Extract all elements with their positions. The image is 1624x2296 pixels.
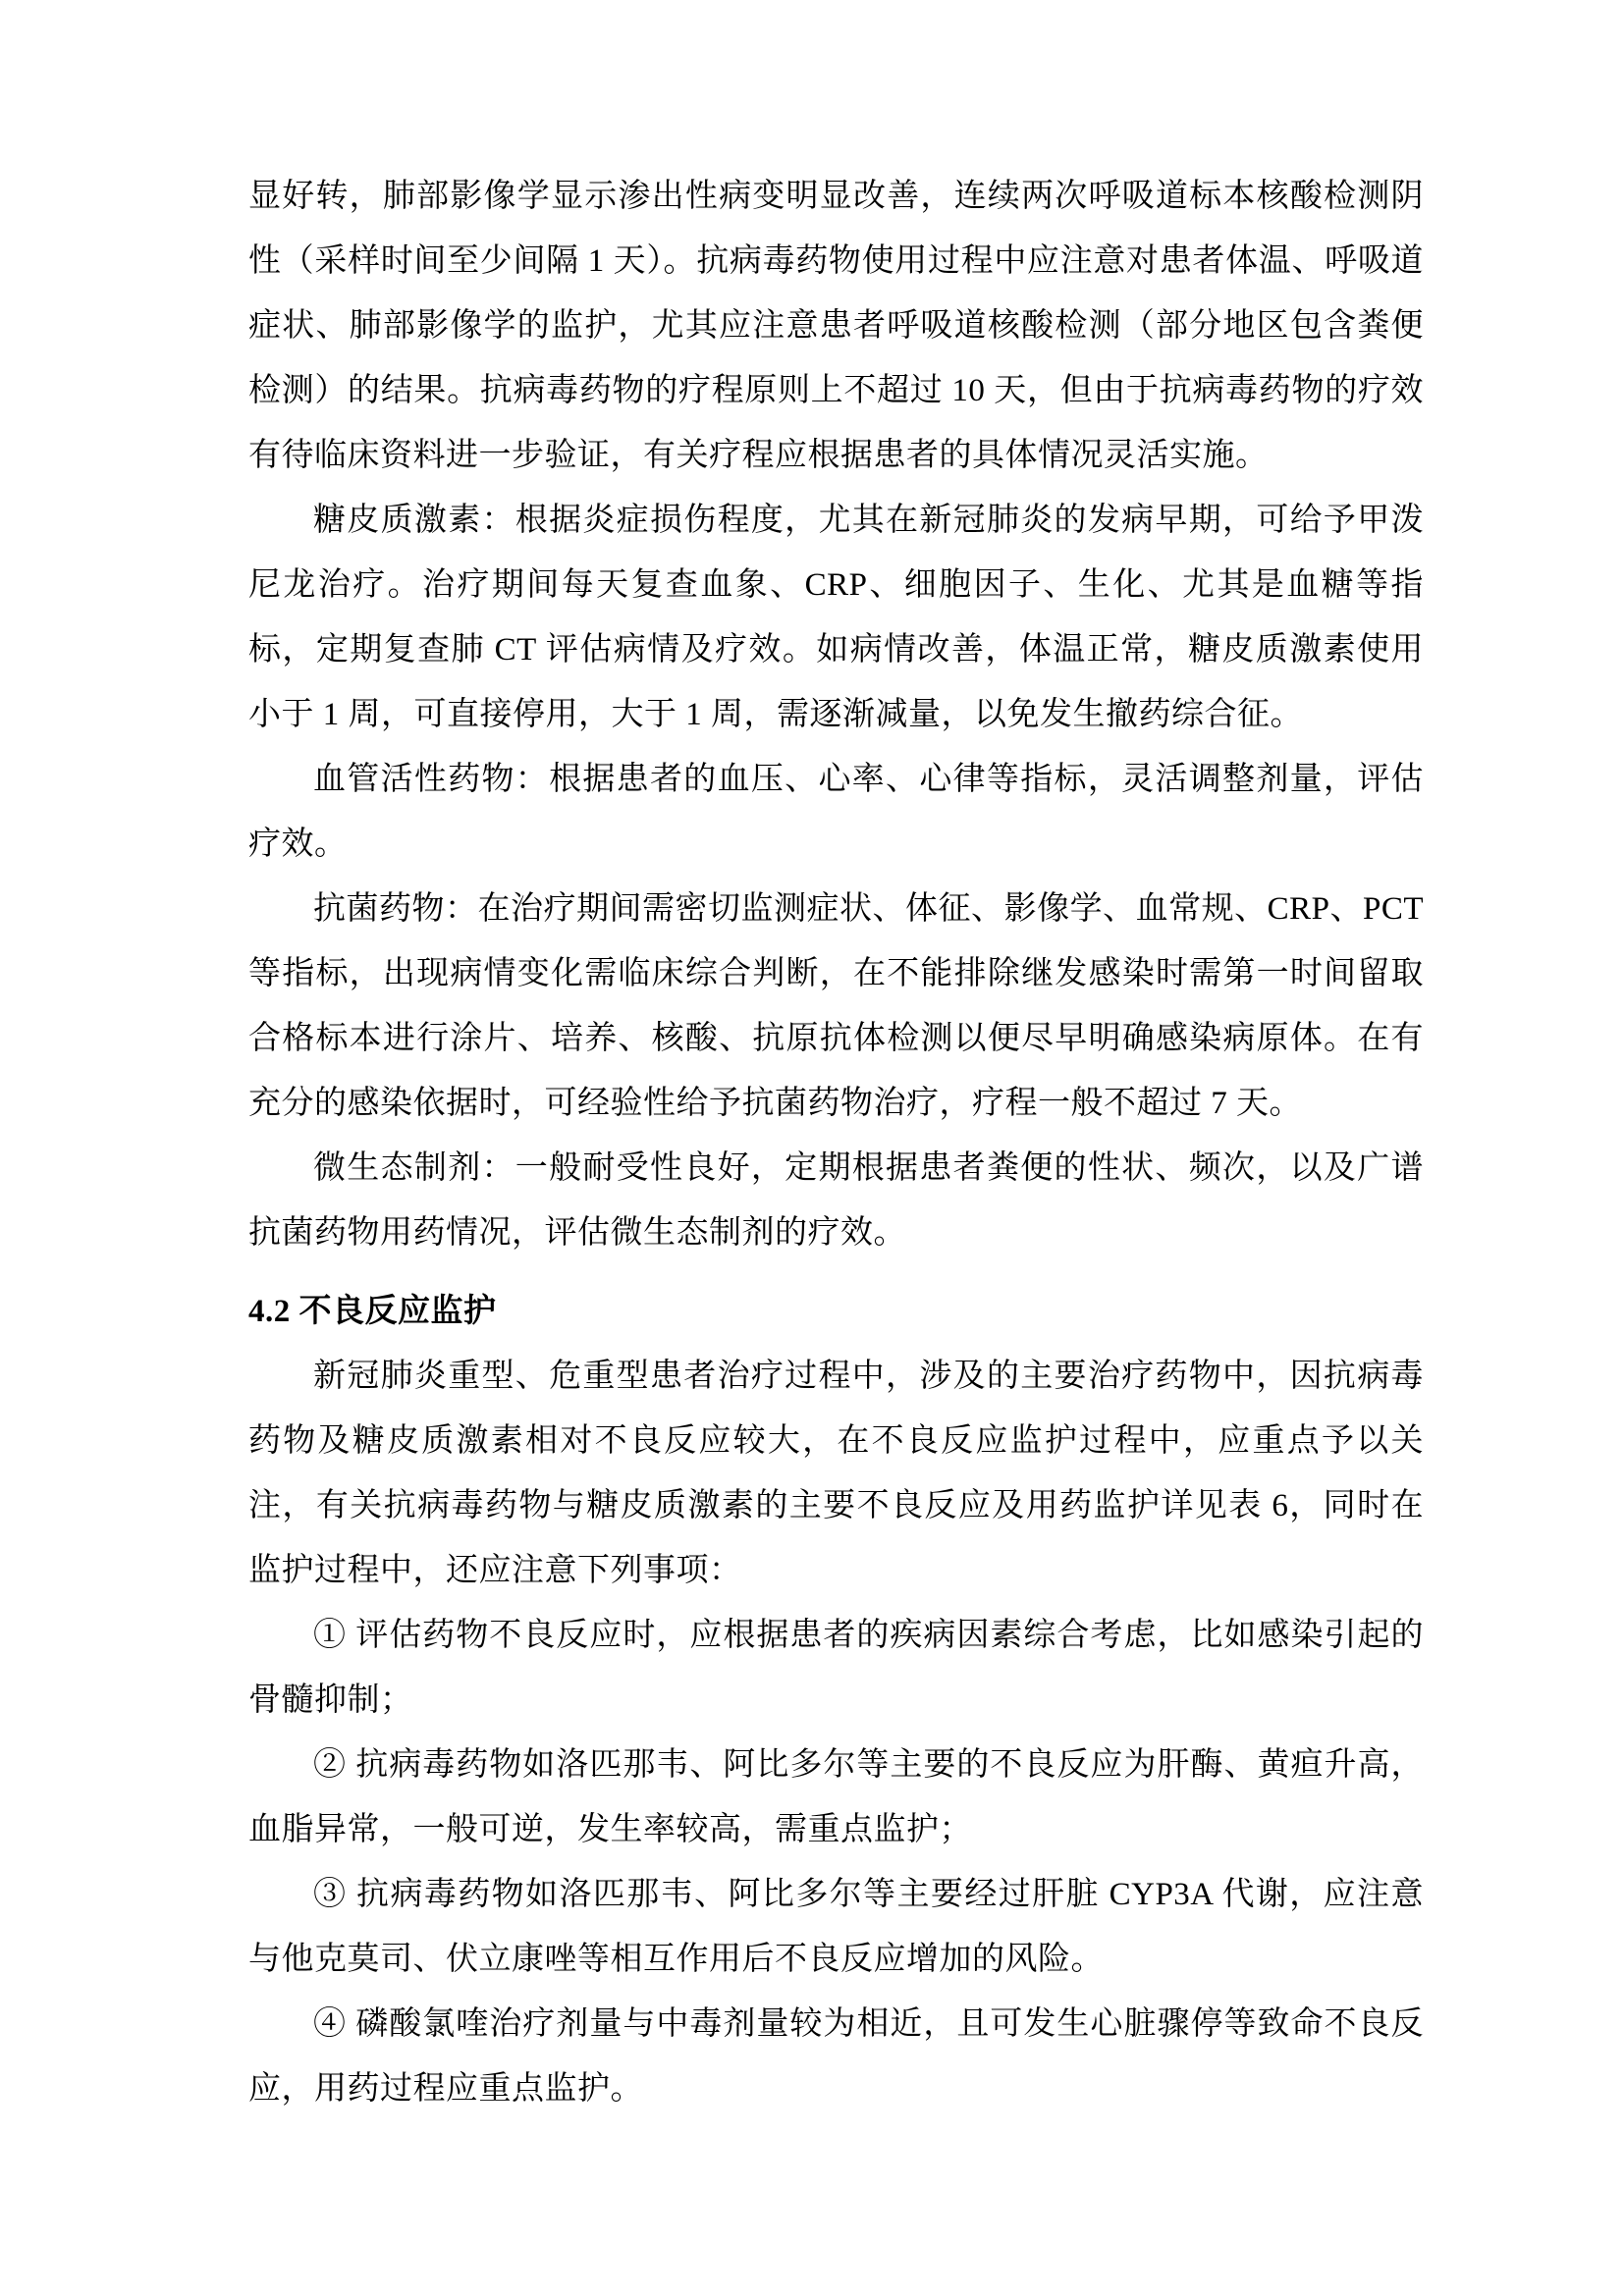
section-heading-4-2: 4.2 不良反应监护 <box>248 1294 497 1329</box>
paragraph-item-4: ④ 磷酸氯喹治疗剂量与中毒剂量较为相近，且可发生心脏骤停等致命不良反应，用药过程应重点监护。 <box>248 2006 1424 2107</box>
paragraph-glucocorticoids: 糖皮质激素：根据炎症损伤程度，尤其在新冠肺炎的发病早期，可给予甲泼尼龙治疗。治疗期间每天复查血象、CRP、细胞因子、生化、尤其是血糖等指标，定期复查肺 CT 评估病情及疗效。如病情改善，体温正常，糖皮质激素使用小于 1 周，可直接停用，大于 1 周，需逐渐减量，以免发生撤药综合征。 <box>248 503 1424 732</box>
paragraph-item-3: ③ 抗病毒药物如洛匹那韦、阿比多尔等主要经过肝脏 CYP3A 代谢，应注意与他克莫司、伏立康唑等相互作用后不良反应增加的风险。 <box>248 1877 1424 1977</box>
paragraph-item-2: ② 抗病毒药物如洛匹那韦、阿比多尔等主要的不良反应为肝酶、黄疸升高，血脂异常，一般可逆，发生率较高，需重点监护； <box>248 1747 1424 1847</box>
document-body <box>248 164 1424 2121</box>
paragraph-microecological-agents: 微生态制剂：一般耐受性良好，定期根据患者粪便的性状、频次，以及广谱抗菌药物用药情况，评估微生态制剂的疗效。 <box>248 1150 1424 1251</box>
paragraph-item-1: ① 评估药物不良反应时，应根据患者的疾病因素综合考虑，比如感染引起的骨髓抑制； <box>248 1618 1424 1718</box>
paragraph-antibacterial-drugs: 抗菌药物：在治疗期间需密切监测症状、体征、影像学、血常规、CRP、PCT 等指标，出现病情变化需临床综合判断，在不能排除继发感染时需第一时间留取合格标本进行涂片、培养、核酸、抗原抗体检测以便尽早明确感染病原体。在有充分的感染依据时，可经验性给予抗菌药物治疗，疗程一般不超过 7 天。 <box>248 891 1424 1121</box>
paragraph-antiviral-course: 显好转，肺部影像学显示渗出性病变明显改善，连续两次呼吸道标本核酸检测阴性（采样时间至少间隔 1 天）。抗病毒药物使用过程中应注意对患者体温、呼吸道症状、肺部影像学的监护，尤其应注意患者呼吸道核酸检测（部分地区包含粪便检测）的结果。抗病毒药物的疗程原则上不超过 10 天，但由于抗病毒药物的疗效有待临床资料进一步验证，有关疗程应根据患者的具体情况灵活实施。 <box>248 179 1424 473</box>
paragraph-vasoactive-drugs: 血管活性药物：根据患者的血压、心率、心律等指标，灵活调整剂量，评估疗效。 <box>248 762 1424 862</box>
paragraph-adr-monitoring-intro: 新冠肺炎重型、危重型患者治疗过程中，涉及的主要治疗药物中，因抗病毒药物及糖皮质激素相对不良反应较大，在不良反应监护过程中，应重点予以关注，有关抗病毒药物与糖皮质激素的主要不良反应及用药监护详见表 6，同时在监护过程中，还应注意下列事项： <box>248 1359 1424 1588</box>
